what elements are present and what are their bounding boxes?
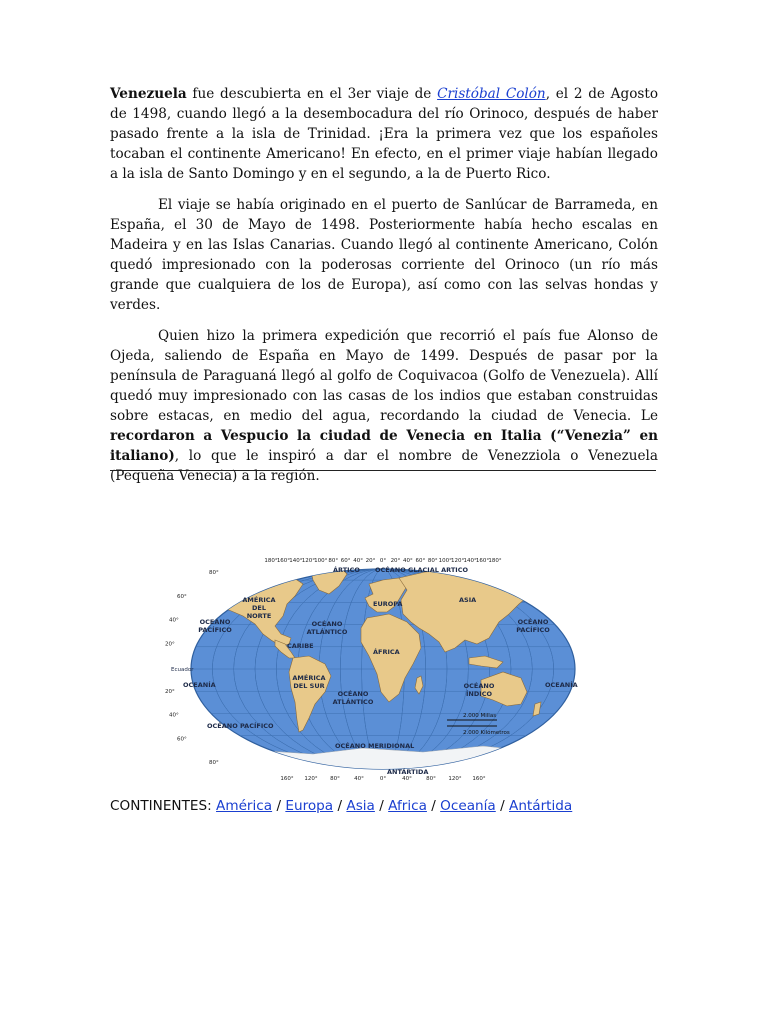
link-europa[interactable]: Europa (285, 798, 334, 814)
top-degree-label: 20° (365, 558, 376, 564)
bold-venezuela: Venezuela (110, 86, 187, 102)
bottom-degree-label: 80° (330, 776, 340, 782)
paragraph-3-bold: recordaron a Vespucio la ciudad de Venecia en Italia (“Venezia” en italiano) (110, 428, 658, 464)
label-atlantico-n-1: OCÉANO (311, 620, 343, 628)
top-degree-label: 160° (276, 558, 291, 564)
top-degree-label: 120° (301, 558, 315, 564)
label-artico: ÁRTICO (333, 566, 360, 574)
top-degree-label: 100° (314, 558, 328, 564)
bottom-degree-labels (280, 776, 485, 782)
separator: / (431, 798, 436, 814)
label-asia: ASIA (459, 596, 477, 604)
link-cristobal-colon[interactable]: Cristóbal Colón (437, 86, 546, 102)
continents-label: CONTINENTES: (110, 798, 212, 814)
label-antartida: ANTÁRTIDA (387, 768, 429, 776)
horizontal-rule (110, 470, 656, 471)
label-pacifico-e-2: PACÍFICO (516, 626, 550, 634)
top-degree-label: 120° (451, 558, 465, 564)
top-degree-label: 40° (403, 558, 413, 564)
top-degree-label: 60° (415, 558, 426, 564)
world-map (163, 552, 603, 784)
label-america-sur-2: DEL SUR (293, 682, 325, 690)
latitude-label: 20° (165, 688, 175, 695)
bottom-degree-label: 120° (304, 776, 318, 782)
latitude-label: 80° (209, 570, 219, 576)
top-degree-label: 0° (379, 558, 387, 564)
paragraph-1 (110, 84, 658, 184)
label-europa: EUROPA (373, 600, 403, 608)
top-degree-labels (264, 558, 501, 564)
document-body (110, 84, 658, 497)
top-degree-label: 60° (340, 558, 351, 564)
latitude-label: 20° (165, 641, 175, 648)
label-pacifico-w-2: PACÍFICO (198, 626, 232, 634)
label-pacifico-w-1: OCEANO (199, 618, 231, 626)
top-degree-label: 140° (289, 558, 303, 564)
label-glacial: OCÉANO GLACIAL ARTICO (375, 566, 469, 574)
continents-line (110, 798, 572, 814)
top-degree-label: 80° (328, 558, 339, 564)
link-asia[interactable]: Asia (346, 798, 375, 814)
paragraph-2: El viaje se había originado en el puerto de Sanlúcar de Barrameda, en España, el 30 de Mayo de 1498. Posteriormente había hecho escalas en Madeira y en las Islas Canarias. Cuando llegó al continente Americano, Colón quedó impresionado con la poderosas corriente del Orinoco (un río más grande que cualquiera de los de Europa), así como con las selvas hondas y verdes. (110, 197, 658, 313)
label-ecuador: Ecuador (171, 667, 194, 673)
latitude-label: 40° (169, 712, 179, 719)
bottom-degree-label: 160° (280, 776, 294, 782)
latitude-label: 40° (169, 617, 179, 624)
top-degree-label: 180° (264, 558, 278, 564)
top-degree-label: 40° (353, 558, 363, 564)
label-indico-2: ÍNDICO (466, 690, 492, 698)
label-pacifico-s: OCÉANO PACÍFICO (207, 722, 274, 730)
bottom-degree-label: 40° (402, 776, 412, 782)
label-atlantico-s-1: OCÉANO (337, 690, 369, 698)
scale-km-label: 2.000 Kilómetros (463, 730, 510, 736)
land-antarctica (183, 746, 593, 784)
label-meridional: OCÉANO MERIDIONAL (335, 742, 415, 750)
top-degree-label: 100° (438, 558, 452, 564)
label-caribe: CARIBE (287, 642, 314, 650)
paragraph-3-text-a: Quien hizo la primera expedición que recorrió el país fue Alonso de Ojeda, saliendo de España en Mayo de 1499. Después de pasar por la península de Paraguaná llegó al golfo de Coquivacoa (Golfo de Venezuela). Allí quedó muy impresionado con las casas de los indios que estaban construidas sobre estacas, en medio del agua, recordando la ciudad de Venecia. Le (110, 328, 658, 424)
latitude-label: 60° (177, 593, 187, 600)
bottom-degree-label: 120° (448, 776, 462, 782)
separator: / (337, 798, 343, 814)
label-america-norte-3: NORTE (246, 612, 272, 620)
top-degree-label: 180° (488, 558, 502, 564)
top-degree-label: 160° (475, 558, 490, 564)
link-oceania[interactable]: Oceanía (440, 798, 496, 814)
separator: / (276, 798, 282, 814)
label-oceania-e: OCEANÍA (545, 681, 578, 689)
label-oceania-w: OCEANÍA (183, 681, 216, 689)
label-america-norte-1: AMÉRICA (242, 596, 276, 604)
label-america-norte-2: DEL (252, 604, 266, 612)
label-indico-1: OCÉANO (463, 682, 495, 690)
label-atlantico-n-2: ATLÁNTICO (306, 628, 348, 636)
separator: / (500, 798, 505, 814)
bottom-degree-label: 160° (472, 776, 486, 782)
paragraph-3-text-b: , lo que le inspiró a dar el nombre de Venezziola o Venezuela (Pequeña Venecia) a la región. (110, 448, 658, 484)
link-america[interactable]: América (216, 798, 273, 814)
scale-miles-label: 2.000 Millas (463, 713, 497, 719)
label-atlantico-s-2: ATLÁNTICO (332, 698, 374, 706)
paragraph-3 (110, 326, 658, 486)
paragraph-1-text-a: fue descubierta en el 3er viaje de (186, 86, 438, 102)
world-map-image (163, 552, 603, 784)
latitude-label: 60° (177, 736, 187, 743)
label-pacifico-e-1: OCÉANO (517, 618, 549, 626)
latitude-label: 80° (209, 760, 219, 766)
top-degree-label: 140° (463, 558, 477, 564)
link-africa[interactable]: Africa (388, 798, 427, 814)
paragraph-1-text-b: , el 2 de Agosto de 1498, cuando llegó a la desembocadura del río Orinoco, después de haber pasado frente a la isla de Trinidad. ¡Era la primera vez que los españoles tocaban el continente Americano! En efecto, en el primer viaje habían llegado a la isla de Santo Domingo y en el segundo, a la de Puerto Rico. (110, 86, 659, 182)
label-america-sur-1: AMÉRICA (292, 674, 326, 682)
label-africa: ÁFRICA (373, 648, 400, 656)
bottom-degree-label: 80° (426, 776, 436, 782)
top-degree-label: 80° (427, 558, 438, 564)
link-antartida[interactable]: Antártida (509, 798, 573, 814)
top-degree-label: 20° (390, 558, 401, 564)
separator: / (379, 798, 384, 814)
bottom-degree-label: 0° (379, 776, 387, 782)
bottom-degree-label: 40° (354, 776, 364, 782)
